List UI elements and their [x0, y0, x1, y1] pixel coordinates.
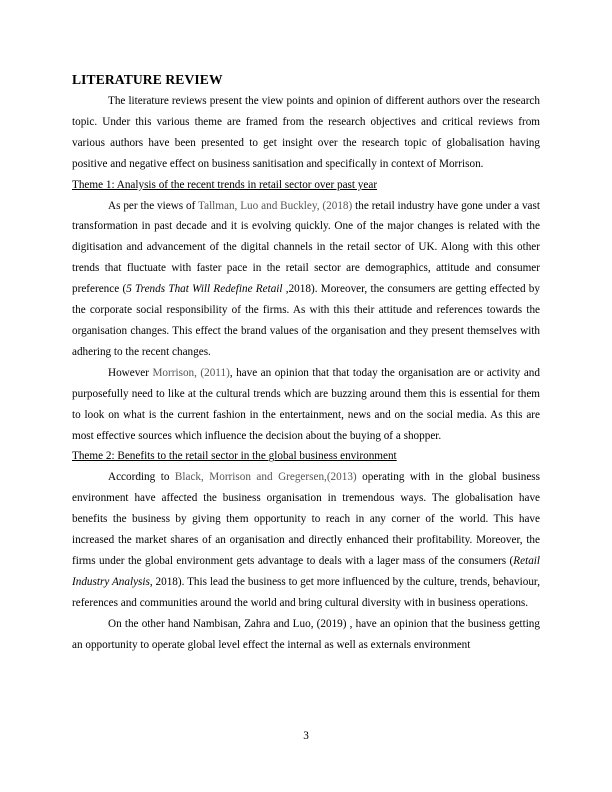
text-span: the retail industry have gone under a vast transformation in past decade and it is evolving quickly. One of the major changes is related with the digitisation and advancement of the digital channels in the retail sector of UK. Along with this other trends that fluctuate with faster pace in the retail sector are demographics, attitude and consumer preference ( [72, 199, 540, 296]
theme-1-paragraph-2 [72, 363, 540, 447]
theme-2-paragraph-2: On the other hand Nambisan, Zahra and Luo, (2019) , have an opinion that the business getting an opportunity to operate global level effect the internal as well as externals environment [72, 617, 540, 651]
citation-tallman: Tallman, Luo and Buckley, (2018) [198, 199, 353, 212]
theme-2-paragraph-1 [72, 467, 540, 613]
intro-paragraph: The literature reviews present the view points and opinion of different authors over the research topic. Under this various theme are framed from the research objectives and critical reviews from various authors have been presented to get insight over the research topic of globalisation having positive and negative effect on business sanitisation and specifically in context of Morrison. [72, 95, 540, 170]
text-span: According to [108, 471, 175, 484]
text-span: As per the views of [108, 199, 199, 212]
citation-italic-title: Retail Industry Analysis [72, 554, 540, 588]
theme-1-paragraph-1 [72, 196, 540, 363]
text-span: operating with in the global business environment have affected the business organisation in tremendous ways. The globalisation have benefits the business by giving them opportunity to reach in any corner of the world. This have increased the market shares of an organisation and directly enhanced their profitability. Moreover, the firms under the global environment gets advantage to deals with a lager mass of the consumers ( [72, 471, 541, 567]
text-span: , 2018). This lead the business to get more influenced by the culture, trends, behaviour, references and communities around the world and bring cultural diversity with in business operations. [72, 575, 540, 609]
theme-1-title: Theme 1: Analysis of the recent trends in retail sector over past year [72, 178, 378, 191]
text-span: However [108, 366, 153, 379]
text-span: , have an opinion that that today the organisation are or activity and purposefully need to like at the cultural trends which are buzzing around them this is essential for them to look on what is the current fashion in the entertainment, news and on the social media. As this are most effective sources which influence the decision about the buying of a shopper. [72, 366, 540, 442]
theme-2-title: Theme 2: Benefits to the retail sector in the global business environment [72, 450, 397, 463]
citation-black: Black, Morrison and Gregersen,(2013) [174, 471, 357, 484]
citation-morrison: Morrison, (2011) [152, 366, 230, 379]
section-heading: LITERATURE REVIEW [72, 72, 223, 87]
document-page [72, 70, 540, 655]
citation-italic-title: 5 Trends That Will Redefine Retail [126, 283, 283, 296]
page-number: 3 [303, 730, 309, 742]
text-span: ,2018). Moreover, the consumers are getting effected by the corporate social responsibility of the firms. As with this their attitude and references towards the organisation changes. This effect the brand values of the organisation and they present themselves with adhering to the recent changes. [72, 283, 540, 358]
